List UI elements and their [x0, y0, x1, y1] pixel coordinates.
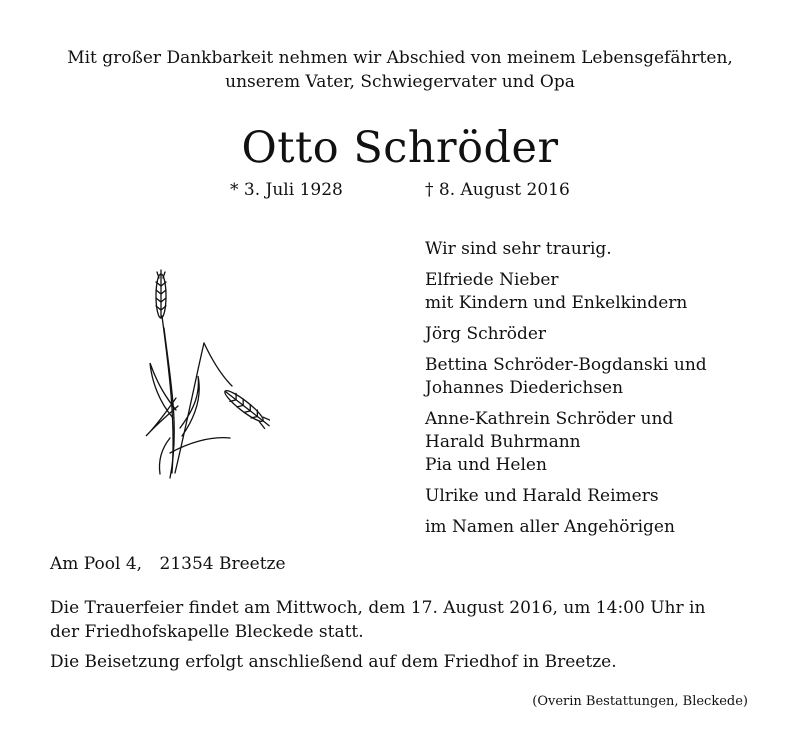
mourner-line: mit Kindern und Enkelkindern: [425, 293, 688, 313]
mourner-line: Jörg Schröder: [425, 324, 547, 344]
mourner-line: Elfriede Nieber: [425, 270, 559, 290]
mourner-group: [425, 323, 707, 346]
mourner-line: Johannes Diederichsen: [425, 378, 624, 398]
address-city: 21354 Breetze: [159, 554, 286, 574]
mourner-line: Pia und Helen: [425, 455, 547, 475]
mourner-line: im Namen aller Angehörigen: [425, 517, 675, 537]
intro-text: [0, 46, 800, 94]
service-line-2: der Friedhofskapelle Bleckede statt.: [50, 622, 364, 642]
mourners-statement: Wir sind sehr traurig.: [425, 239, 612, 259]
mourner-line: Ulrike und Harald Reimers: [425, 486, 659, 506]
address: [50, 552, 286, 576]
undertaker-credit: (Overin Bestattungen, Bleckede): [532, 694, 748, 709]
birth-date: * 3. Juli 1928: [230, 180, 343, 200]
service-line-1: Die Trauerfeier findet am Mittwoch, dem 17. August 2016, um 14:00 Uhr in: [50, 598, 706, 618]
intro-line-2: unserem Vater, Schwiegervater und Opa: [225, 72, 575, 92]
wheat-icon: [140, 268, 270, 483]
mourner-group: [425, 269, 707, 315]
mourner-group: [425, 516, 707, 539]
burial-info: Die Beisetzung erfolgt anschließend auf dem Friedhof in Breetze.: [50, 652, 617, 672]
funeral-service-info: [50, 596, 770, 644]
mourner-line: Harald Buhrmann: [425, 432, 581, 452]
intro-line-1: Mit großer Dankbarkeit nehmen wir Abschied von meinem Lebensgefährten,: [67, 48, 733, 68]
mourner-group: [425, 408, 707, 477]
death-date: † 8. August 2016: [425, 180, 570, 200]
mourner-line: Anne-Kathrein Schröder und: [425, 409, 674, 429]
mourners-list: [425, 238, 707, 539]
address-street: Am Pool 4,: [50, 554, 143, 574]
mourner-group: [425, 354, 707, 400]
deceased-name: Otto Schröder: [241, 123, 559, 173]
mourner-group: [425, 485, 707, 508]
mourner-line: Bettina Schröder-Bogdanski und: [425, 355, 707, 375]
